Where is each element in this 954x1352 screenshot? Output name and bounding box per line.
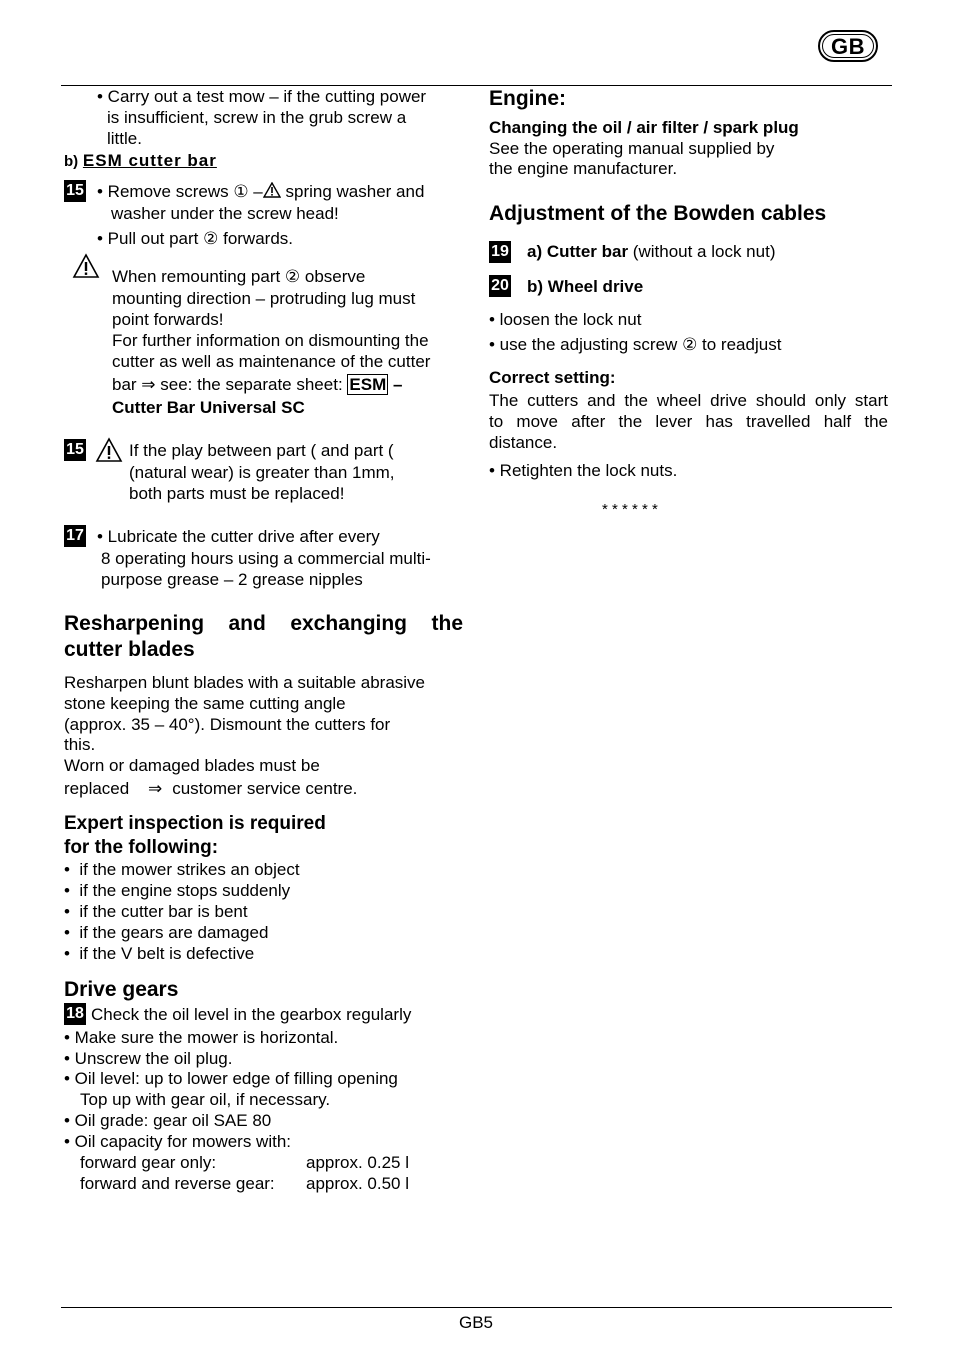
list-item-text: if the mower strikes an object [79, 860, 300, 879]
resharpen-p5: Worn or damaged blades must be [64, 756, 320, 775]
expert-heading-line-1: Expert inspection is required [64, 813, 326, 834]
dash-text: – [388, 375, 403, 394]
end-stars: * * * * * * [602, 501, 658, 518]
engine-subheading: Changing the oil / air filter / spark plug [489, 118, 799, 137]
circled-two: ② [284, 267, 301, 286]
drive-gears-l3: • Oil level: up to lower edge of filling opening [64, 1069, 398, 1088]
step-badge-15b: 15 [64, 439, 86, 461]
resharpen-p4: this. [64, 735, 96, 754]
dash-text: – [248, 182, 263, 201]
retighten-line: • Retighten the lock nuts. [489, 461, 678, 480]
warn-line-1 [112, 266, 365, 287]
capacity-forward-value: approx. 0.25 l [306, 1153, 410, 1172]
drive-gears-step-text: Check the oil level in the gearbox regularly [91, 1005, 412, 1024]
language-badge-label: GB [831, 33, 865, 59]
correct-line-1: The cutters and the wheel drive should only start [489, 391, 888, 410]
list-item: • if the engine stops suddenly [64, 881, 291, 900]
play-line-2: (natural wear) is greater than 1mm, [129, 463, 395, 482]
pull-out-text: • Pull out part [97, 229, 204, 248]
expert-heading-line-2: for the following: [64, 837, 219, 858]
esm-box-label: ESM [349, 375, 387, 394]
cutter-bar-note: (without a lock nut) [628, 242, 776, 261]
list-item: • if the cutter bar is bent [64, 902, 248, 921]
service-centre-text: customer service centre. [172, 779, 358, 798]
forwards-text: forwards. [218, 229, 294, 248]
drive-gears-l4: Top up with gear oil, if necessary. [80, 1090, 331, 1109]
resharpen-p3: (approx. 35 – 40°). Dismount the cutters for [64, 715, 391, 734]
list-item-text: if the engine stops suddenly [79, 881, 291, 900]
correct-setting-heading: Correct setting: [489, 368, 616, 387]
pull-out-line [97, 228, 293, 249]
esm-heading-text: ESM cutter bar [82, 151, 217, 170]
engine-line-1: See the operating manual supplied by [489, 139, 775, 158]
list-item-text: if the V belt is defective [79, 944, 255, 963]
intro-line-3: little. [107, 129, 142, 148]
resharpen-p6 [64, 778, 357, 799]
separate-sheet-text: bar ⇒ see: the separate sheet: [112, 375, 348, 394]
warning-icon [72, 253, 100, 279]
bowden-heading: Adjustment of the Bowden cables [489, 202, 827, 225]
drive-gears-l1: • Make sure the mower is horizontal. [64, 1028, 339, 1047]
step-badge-19: 19 [489, 241, 511, 263]
list-item: • if the mower strikes an object [64, 860, 300, 879]
drive-gears-l6: • Oil capacity for mowers with: [64, 1132, 292, 1151]
step-badge-15: 15 [64, 180, 86, 202]
step-badge-18: 18 [64, 1003, 86, 1025]
correct-line-3: distance. [489, 433, 558, 452]
engine-line-2: the engine manufacturer. [489, 159, 678, 178]
drive-gears-l2: • Unscrew the oil plug. [64, 1049, 233, 1068]
capacity-reverse-label: forward and reverse gear: [80, 1174, 275, 1193]
warn-line-4: For further information on dismounting the [112, 331, 429, 350]
resharpen-heading-line-2: cutter blades [64, 638, 195, 661]
esm-heading [64, 150, 217, 172]
warn-line-7: Cutter Bar Universal SC [112, 398, 305, 417]
remove-screws-text: • Remove screws [97, 182, 234, 201]
esm-prefix: b) [64, 153, 79, 170]
remove-screws-line [97, 181, 424, 202]
warn-line-2: mounting direction – protruding lug must [112, 289, 416, 308]
adjusting-screw-line [489, 334, 781, 355]
correct-line-2: to move after the lever has travelled half the [489, 412, 888, 431]
intro-line-2: is insufficient, screw in the grub screw a [107, 108, 407, 127]
step-badge-20: 20 [489, 275, 511, 297]
resharpen-p1: Resharpen blunt blades with a suitable abrasive [64, 673, 426, 692]
warning-icon [95, 437, 123, 463]
list-item-text: if the gears are damaged [79, 923, 269, 942]
play-line-1: If the play between part ( and part ( [129, 441, 394, 460]
circled-one: ① [233, 182, 249, 201]
loosen-lock-nut: • loosen the lock nut [489, 310, 642, 329]
lubricate-line-2: 8 operating hours using a commercial multi- [101, 549, 431, 568]
warning-icon [263, 182, 281, 198]
page-number: GB5 [459, 1313, 494, 1332]
lubricate-line-3: purpose grease – 2 grease nipples [101, 570, 363, 589]
resharpen-p2: stone keeping the same cutting angle [64, 694, 346, 713]
footer-rule [61, 1307, 892, 1308]
resharpen-heading-line-1: Resharpening and exchanging the [64, 612, 463, 635]
capacity-reverse-value: approx. 0.50 l [306, 1174, 410, 1193]
capacity-forward-label: forward gear only: [80, 1153, 217, 1172]
drive-gears-l5: • Oil grade: gear oil SAE 80 [64, 1111, 272, 1130]
circled-two: ② [203, 229, 219, 248]
adjusting-screw-text: • use the adjusting screw [489, 335, 683, 354]
remove-screws-line-2: washer under the screw head! [111, 204, 339, 223]
replaced-text: replaced [64, 779, 130, 798]
arrow-icon: ⇒ [147, 779, 163, 798]
list-item-text: if the cutter bar is bent [79, 902, 248, 921]
cutter-bar-label: a) Cutter bar [527, 242, 629, 261]
list-item: • if the V belt is defective [64, 944, 255, 963]
list-item: • if the gears are damaged [64, 923, 269, 942]
language-badge [818, 30, 878, 62]
warn-text-a: When remounting part [112, 267, 285, 286]
lubricate-line-1: • Lubricate the cutter drive after every [97, 527, 380, 546]
step-badge-17: 17 [64, 525, 86, 547]
circled-two: ② [682, 335, 698, 354]
engine-heading: Engine: [489, 87, 566, 110]
spring-washer-text: spring washer and [280, 182, 425, 201]
intro-line-1: • Carry out a test mow – if the cutting power [97, 87, 427, 106]
wheel-drive-label: b) Wheel drive [527, 277, 644, 296]
warn-text-b: observe [300, 267, 366, 286]
cutter-bar-line [527, 241, 775, 262]
warn-line-3: point forwards! [112, 310, 224, 329]
warn-line-5: cutter as well as maintenance of the cutter [112, 352, 431, 371]
drive-gears-heading: Drive gears [64, 978, 179, 1001]
warn-line-6 [112, 374, 402, 395]
readjust-text: to readjust [697, 335, 782, 354]
play-line-3: both parts must be replaced! [129, 484, 345, 503]
